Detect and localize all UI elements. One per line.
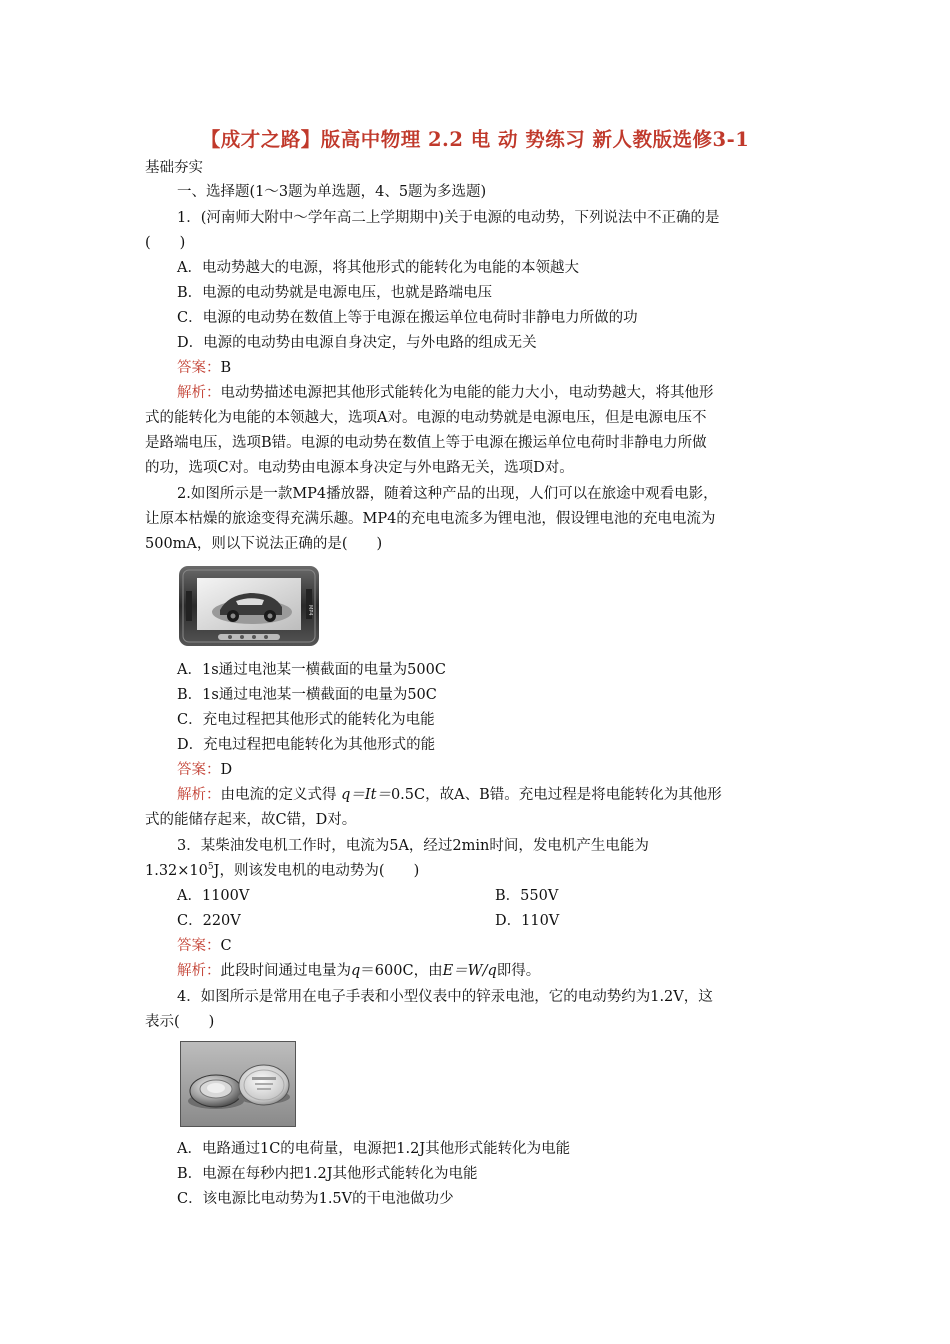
analysis-label: 解析： xyxy=(177,963,221,979)
q3-value: 1.32×10 xyxy=(145,863,208,879)
q3-answer xyxy=(177,936,232,956)
analysis-text: 即得。 xyxy=(496,963,541,979)
q3-option-d: D．110V xyxy=(495,913,560,929)
q1-analysis xyxy=(177,383,714,403)
answer-label: 答案： xyxy=(177,762,221,778)
page-title: 【成才之路】版高中物理 2.2 电 动 势练习 新人教版选修3-1 xyxy=(200,128,750,151)
q1-stem-bracket: ( ) xyxy=(145,235,186,251)
q3-option-c: C．220V xyxy=(177,913,241,929)
q4-option-c: C．该电源比电动势为1.5V的干电池做功少 xyxy=(177,1191,454,1207)
q3-stem-tail: J，则该发电机的电动势为( ) xyxy=(213,863,420,879)
q1-analysis-line: 是路端电压，选项B错。电源的电动势在数值上等于电源在搬运单位电荷时非静电力所做 xyxy=(145,435,707,451)
q3-stem: 3．某柴油发电机工作时，电流为5A，经过2min时间，发电机产生电能为 xyxy=(177,838,649,854)
q3-analysis xyxy=(177,961,540,981)
answer-label: 答案： xyxy=(177,938,221,954)
q3-exponent: 5 xyxy=(207,862,214,873)
q1-stem: 1．(河南师大附中～学年高二上学期期中)关于电源的电动势，下列说法中不正确的是 xyxy=(177,210,720,226)
part-heading: 一、选择题(1～3题为单选题，4、5题为多选题) xyxy=(177,184,487,200)
q3-option-b: B．550V xyxy=(495,888,559,904)
analysis-text: 电动势描述电源把其他形式能转化为电能的能力大小，电动势越大，将其他形 xyxy=(220,385,714,401)
q4-option-b: B．电源在每秒内把1.2J其他形式能转化为电能 xyxy=(177,1166,478,1182)
answer-value: C xyxy=(220,938,232,954)
button-battery-image xyxy=(180,1041,296,1127)
analysis-label: 解析： xyxy=(177,385,221,401)
q2-analysis xyxy=(177,785,722,805)
analysis-formula: E＝W/q xyxy=(442,963,497,979)
q2-option-b: B．1s通过电池某一横截面的电量为50C xyxy=(177,687,437,703)
q1-option-b: B．电源的电动势就是电源电压，也就是路端电压 xyxy=(177,285,493,301)
q1-analysis-line: 的功，选项C对。电动势由电源本身决定与外电路无关，选项D对。 xyxy=(145,460,574,476)
analysis-formula: q＝It＝ xyxy=(341,787,391,803)
q4-option-a: A．电路通过1C的电荷量，电源把1.2J其他形式能转化为电能 xyxy=(177,1141,571,1157)
q1-option-c: C．电源的电动势在数值上等于电源在搬运单位电荷时非静电力所做的功 xyxy=(177,310,638,326)
q4-stem: 4．如图所示是常用在电子手表和小型仪表中的锌汞电池，它的电动势约为1.2V，这 xyxy=(177,989,713,1005)
mp4-label: MP4 xyxy=(307,605,313,616)
q3-option-a: A．1100V xyxy=(177,888,250,904)
analysis-text: ＝600C，由 xyxy=(360,963,443,979)
q2-stem: 2.如图所示是一款MP4播放器，随着这种产品的出现，人们可以在旅途中观看电影， xyxy=(177,486,718,502)
q4-stem-bracket: 表示( ) xyxy=(145,1014,215,1030)
q1-analysis-line: 式的能转化为电能的本领越大，选项A对。电源的电动势就是电源电压，但是电源电压不 xyxy=(145,410,707,426)
section-heading: 基础夯实 xyxy=(145,160,203,176)
q2-stem: 500mA，则以下说法正确的是( ) xyxy=(145,536,383,552)
analysis-var: q xyxy=(351,963,361,979)
q2-option-a: A．1s通过电池某一横截面的电量为500C xyxy=(177,662,446,678)
q2-option-d: D．充电过程把电能转化为其他形式的能 xyxy=(177,737,436,753)
q2-analysis-line: 式的能储存起来，故C错，D对。 xyxy=(145,812,357,828)
answer-label: 答案： xyxy=(177,360,221,376)
q2-option-c: C．充电过程把其他形式的能转化为电能 xyxy=(177,712,435,728)
analysis-text: 0.5C，故A、B错。充电过程是将电能转化为其他形 xyxy=(390,787,722,803)
q1-option-d: D．电源的电动势由电源自身决定，与外电路的组成无关 xyxy=(177,335,537,351)
answer-value: B xyxy=(220,360,232,376)
q2-stem: 让原本枯燥的旅途变得充满乐趣。MP4的充电电流多为锂电池，假设锂电池的充电电流为 xyxy=(145,511,716,527)
mp4-player-image xyxy=(178,565,320,647)
analysis-text: 此段时间通过电量为 xyxy=(220,963,351,979)
analysis-text: 由电流的定义式得 xyxy=(220,787,342,803)
analysis-label: 解析： xyxy=(177,787,221,803)
q1-option-a: A．电动势越大的电源，将其他形式的能转化为电能的本领越大 xyxy=(177,260,579,276)
q2-answer xyxy=(177,760,232,780)
q3-stem-line2 xyxy=(145,861,419,881)
q1-answer xyxy=(177,358,231,378)
answer-value: D xyxy=(220,762,233,778)
